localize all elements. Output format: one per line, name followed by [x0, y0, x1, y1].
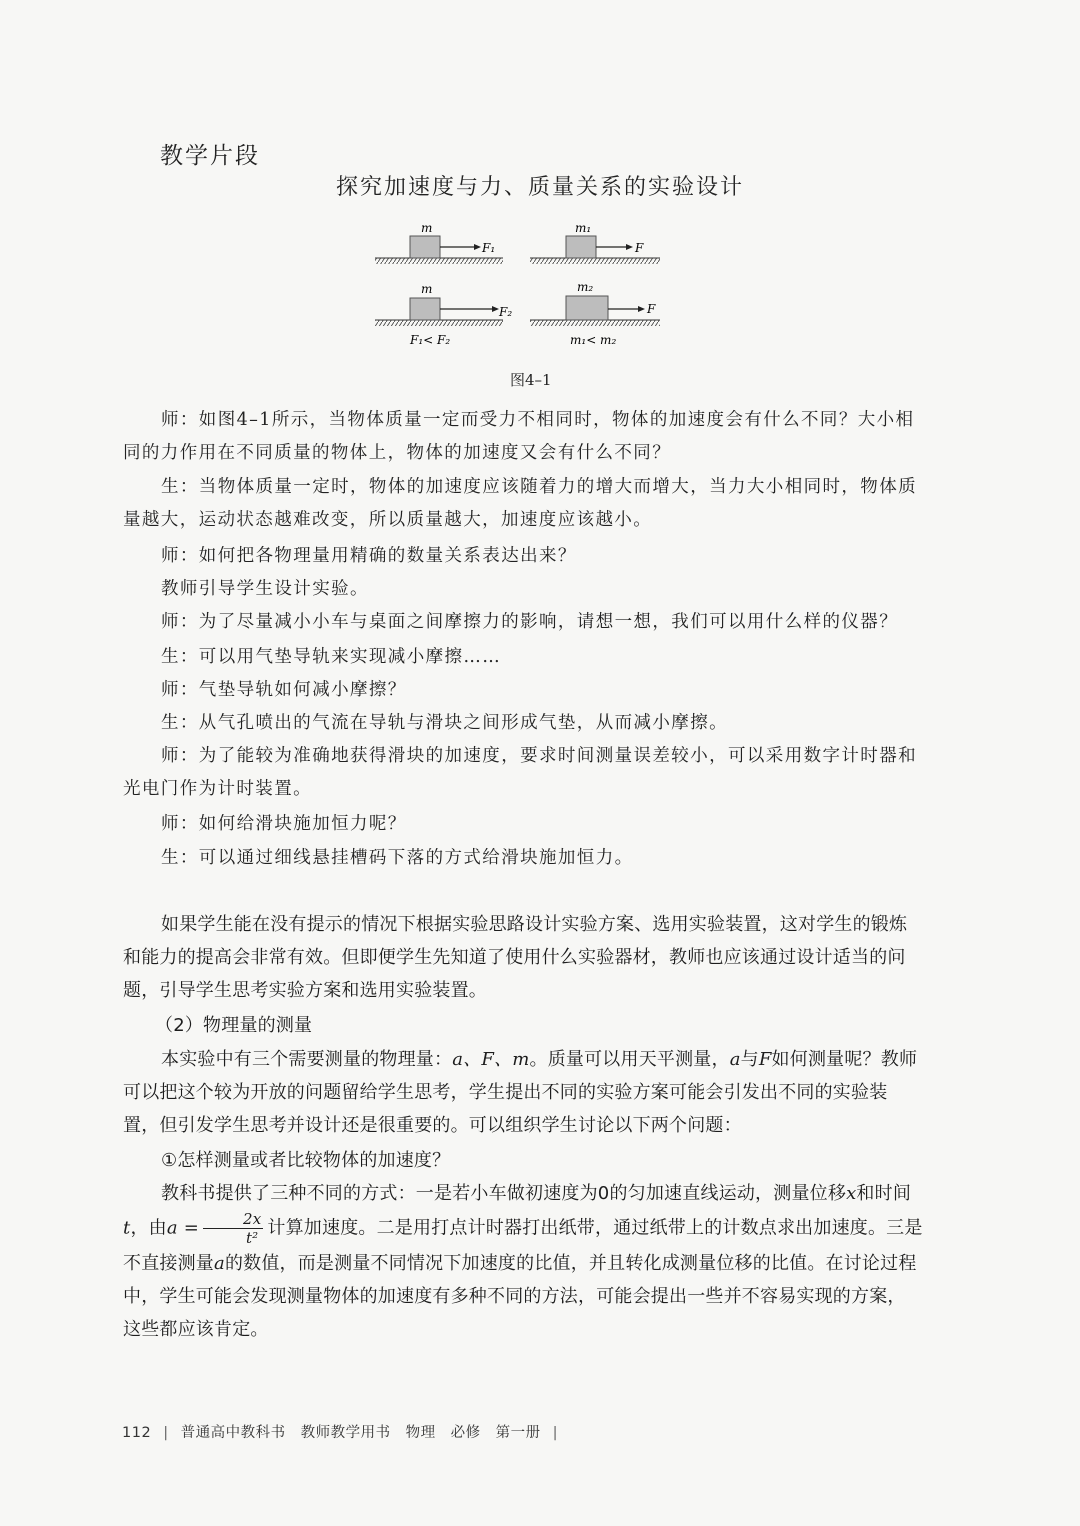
text-run: 与 — [740, 1049, 759, 1070]
text-run: 计算加速度。二是用打点计时器打出纸带，通过纸带上的计数点求出加速度。三是不直接测量 — [123, 1217, 923, 1274]
dialogue-line: 师：如何给滑块施加恒力呢？ — [161, 814, 407, 834]
dialogue-line: 教师引导学生设计实验。 — [161, 579, 369, 599]
heading-text: （2）物理量的测量 — [155, 1015, 313, 1036]
figure-panel-1 — [375, 221, 503, 264]
dialogue-11 — [123, 842, 923, 875]
arrow-icon — [638, 306, 645, 312]
math-var: a — [729, 1049, 741, 1070]
block — [410, 236, 440, 258]
dialogue-line: 生：可以用气垫导轨来实现减小摩擦…… — [161, 647, 502, 667]
right-relation: m₁< m₂ — [570, 333, 617, 347]
force-label: F — [647, 302, 656, 316]
body-paragraph-1 — [123, 908, 923, 1007]
dialogue-line: 师：如图4–1所示，当物体质量一定而受力不相同时，物体的加速度会有什么不同？大小相同的力作用在不同质量的物体上，物体的加速度又会有什么不同？ — [123, 410, 915, 463]
dialogue-line: 师：为了能较为准确地获得滑块的加速度，要求时间测量误差较小，可以采用数字计时器和光电门作为计时装置。 — [123, 746, 917, 799]
dialogue-6 — [123, 641, 923, 674]
page-title: 探究加速度与力、质量关系的实验设计 — [335, 175, 744, 200]
figure-panel-2 — [530, 221, 660, 264]
arrow-icon — [474, 244, 481, 250]
dialogue-5 — [123, 606, 923, 639]
dialogue-1 — [123, 404, 923, 470]
dialogue-line: 生：可以通过细线悬挂槽码下落的方式给滑块施加恒力。 — [161, 848, 634, 868]
block — [410, 298, 440, 320]
dialogue-9 — [123, 740, 923, 806]
footer-divider: | — [552, 1425, 558, 1441]
question-text: ①怎样测量或者比较物体的加速度？ — [161, 1150, 451, 1171]
block — [566, 296, 608, 320]
body-paragraph-2 — [123, 1043, 923, 1142]
math-var: a — [214, 1253, 225, 1274]
block — [566, 236, 596, 258]
force-label: F₁ — [482, 241, 496, 255]
section-label: 教学片段 — [160, 143, 260, 169]
math-expression: a = — [166, 1217, 199, 1239]
arrow-icon — [626, 244, 633, 250]
mass-label: m₂ — [577, 280, 594, 294]
text-run: 的数值，而是测量不同情况下加速度的比值，并且转化成测量位移的比值。在讨论过程中，学生可能会发现测量物体的加速度有多种不同的方法，可能会提出一些并不容易实现的方案，这些都应该肯定。 — [123, 1253, 917, 1340]
math-var: x — [846, 1183, 857, 1204]
dialogue-7 — [123, 674, 923, 707]
mass-label: m — [421, 221, 433, 235]
figure-panel-4 — [530, 280, 660, 326]
figure-4-1 — [370, 220, 670, 350]
page-footer — [122, 1421, 570, 1442]
math-var: t — [123, 1217, 131, 1239]
dialogue-line: 师：如何把各物理量用精确的数量关系表达出来？ — [161, 546, 577, 566]
math-vars: a、F、m — [452, 1049, 530, 1070]
fraction-numerator: 2x — [203, 1210, 263, 1229]
math-var: F — [758, 1049, 772, 1070]
force-label: F — [635, 241, 644, 255]
arrow-icon — [492, 306, 499, 312]
text-run: 。质量可以用天平测量， — [529, 1049, 730, 1070]
question-1 — [123, 1144, 923, 1177]
dialogue-10 — [123, 808, 923, 841]
left-relation: F₁< F₂ — [410, 333, 451, 347]
text-run: 如何测量呢？教师可以把这个较为开放的问题留给学生思考，学生提出不同的实验方案可能会引发出不同的实验装置，但引发学生思考并设计还是很重要的。可以组织学生讨论以下两个问题： — [123, 1049, 918, 1136]
dialogue-line: 生：当物体质量一定时，物体的加速度应该随着力的增大而增大，当力大小相同时，物体质量越大，运动状态越难改变，所以质量越大，加速度应该越小。 — [123, 477, 917, 530]
body-paragraph-3 — [123, 1177, 923, 1346]
fraction-denominator: t² — [245, 1229, 259, 1247]
footer-divider: | — [163, 1425, 169, 1441]
text-run: 本实验中有三个需要测量的物理量： — [161, 1049, 453, 1070]
mass-label: m — [421, 282, 433, 296]
text-run: 教科书提供了三种不同的方式：一是若小车做初速度为0的匀加速直线运动，测量位移 — [161, 1183, 847, 1204]
figure-panel-3 — [375, 282, 512, 326]
fraction — [203, 1210, 263, 1247]
dialogue-line: 生：从气孔喷出的气流在导轨与滑块之间形成气垫，从而减小摩擦。 — [161, 713, 728, 733]
force-label: F₂ — [499, 305, 513, 319]
dialogue-line: 师：为了尽量减小小车与桌面之间摩擦力的影响，请想一想，我们可以用什么样的仪器？ — [161, 612, 899, 632]
subsection-heading — [123, 1009, 923, 1042]
dialogue-4 — [123, 573, 923, 606]
figure-caption: 图4–1 — [510, 371, 552, 389]
text-run: 和时间 — [856, 1183, 912, 1204]
dialogue-line: 师：气垫导轨如何减小摩擦？ — [161, 680, 407, 700]
paragraph-text: 如果学生能在没有提示的情况下根据实验思路设计实验方案、选用实验装置，这对学生的锻炼和能力的提高会非常有效。但即便学生先知道了使用什么实验器材，教师也应该通过设计适当的问题，引导学生思考实验方案和选用实验装置。 — [123, 914, 908, 1001]
book-title: 普通高中教科书 教师教学用书 物理 必修 第一册 — [180, 1425, 541, 1441]
dialogue-3 — [123, 540, 923, 573]
text-run: ，由 — [130, 1217, 167, 1239]
dialogue-2 — [123, 471, 923, 537]
mass-label: m₁ — [575, 221, 592, 235]
dialogue-8 — [123, 707, 923, 740]
page-number: 112 — [122, 1425, 152, 1441]
